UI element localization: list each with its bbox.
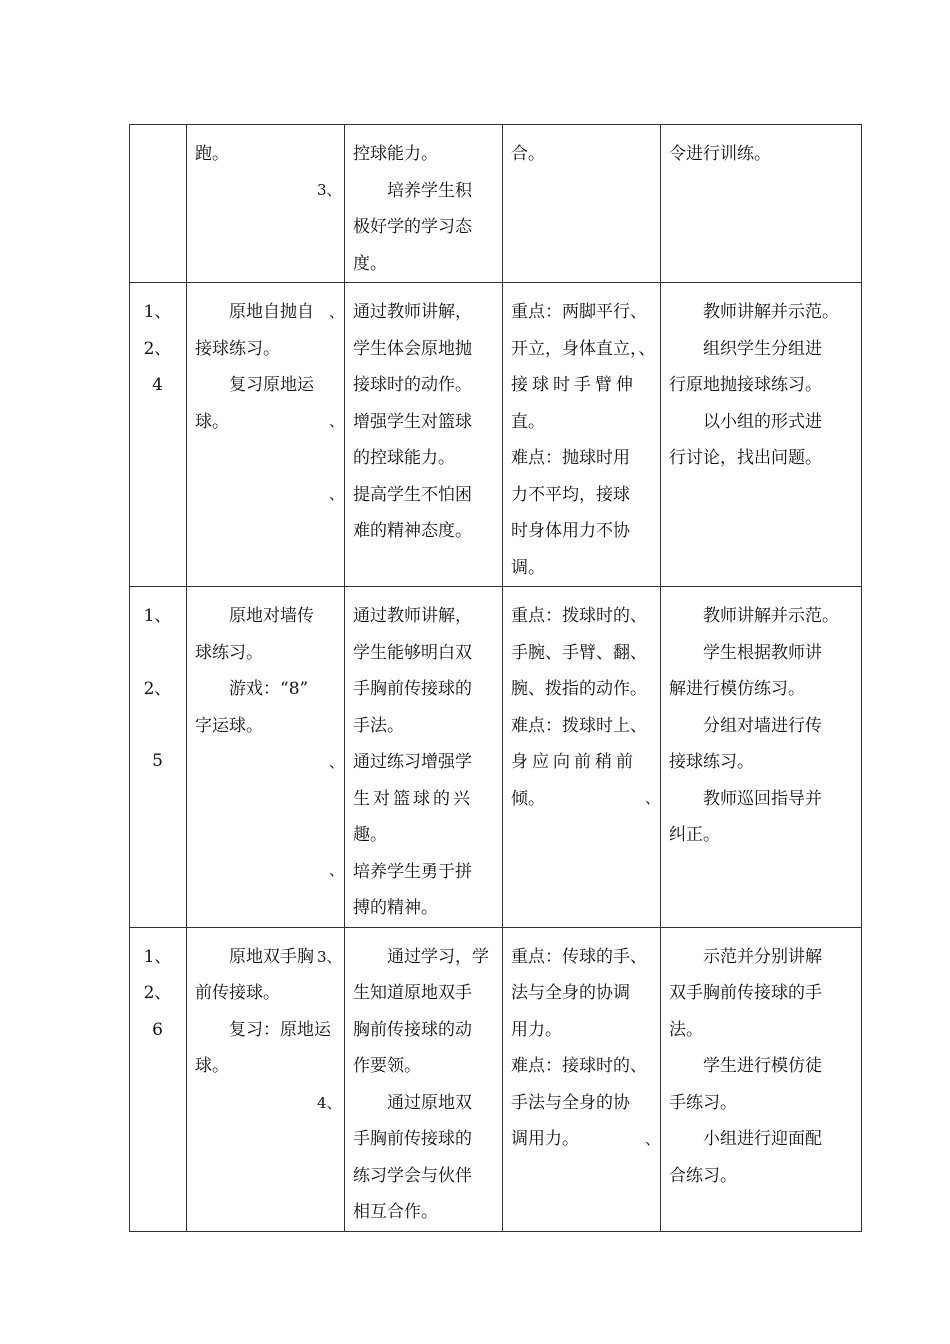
content-line: 原地对墙传 [229,606,314,626]
goal-line: 胸前传接球的动 [353,1019,472,1040]
goal-line: 通过教师讲解， [353,302,472,322]
method-line: 法。 [669,1019,703,1040]
key-points-cell [503,283,661,587]
week-line: 1、 [143,946,172,967]
content-cell [187,587,345,928]
table-row [130,125,862,283]
method-line: 小组进行迎面配 [703,1129,822,1149]
goal-line: 极好学的学习态 [353,217,472,237]
key-point-line: 力不平均，接球 [511,484,630,505]
method-line: 分组对墙进行传 [703,715,822,736]
goal-line: 生知道原地双手 [353,983,472,1003]
week-line: 1、 [143,302,172,322]
content-line: 原地双手胸 [229,946,314,967]
goal-line: 练习学会与伙伴 [353,1165,472,1186]
content-line: 游戏：“8” [229,679,309,699]
method-line: 组织学生分组进 [703,338,822,359]
content-cell [187,125,345,283]
week-line: 2、 [143,338,172,359]
key-point-line: 腕、拨指的动作。 [511,679,647,699]
table-row [130,283,862,587]
method-line: 双手胸前传接球的手 [669,983,822,1003]
week-line: 5 [152,751,163,771]
week-cell [130,125,187,283]
key-point-line: 调。 [511,557,545,578]
key-point-line: 法与全身的协调 [511,983,630,1003]
list-number: 、 [329,412,345,430]
method-line: 以小组的形式进 [703,411,822,432]
key-point-line: 难点：抛球时用 [511,448,630,468]
week-line: 6 [152,1019,163,1040]
goals-cell [345,283,503,587]
list-number: 、 [645,789,661,807]
content-cell [187,283,345,587]
goal-line: 搏的精神。 [353,898,438,918]
goals-cell [345,587,503,928]
key-point-line: 手腕、手臂、翻、 [511,642,647,663]
goal-line: 难的精神态度。 [353,521,472,541]
goal-line: 手胸前传接球的 [353,679,472,699]
key-point-line: 时身体用力不协 [511,521,630,541]
goal-line: 增强学生对篮球 [353,411,472,432]
key-point-line: 调用力。 [511,1129,579,1149]
week-line: 4 [152,375,163,395]
list-number: 、 [329,753,345,771]
table-row [130,927,862,1231]
week-cell [130,283,187,587]
goal-line: 控球能力。 [353,144,438,164]
method-line: 接球练习。 [669,752,754,772]
week-line: 1、 [143,606,172,626]
week-cell [130,587,187,928]
key-point-line: 重点：拨球时的、 [511,606,647,626]
key-point-line: 难点：接球时的、 [511,1056,647,1076]
list-number: 、 [329,303,345,321]
method-line: 纠正。 [669,825,720,845]
key-point-line: 手法与全身的协 [511,1092,630,1113]
content-line: 接球练习。 [195,338,280,359]
content-line: 球练习。 [195,642,263,663]
content-line: 字运球。 [195,715,263,736]
lesson-plan-table [129,124,862,1232]
method-line: 解进行模仿练习。 [669,679,805,699]
table-row [130,587,862,928]
goal-line: 生对篮球的兴 [353,788,473,809]
key-point-line: 直。 [511,411,545,432]
goal-line: 学生能够明白双 [353,642,472,663]
method-line: 教师讲解并示范。 [703,606,839,626]
method-line: 行原地抛接球练习。 [669,375,822,395]
key-point-line: 身应向前稍前 [511,752,637,772]
content-line: 复习原地运 [229,375,314,395]
content-line: 球。 [195,1056,229,1076]
methods-cell [661,125,862,283]
list-number: 4、 [317,1093,342,1112]
list-number: 、 [645,1129,661,1148]
key-point-line: 开立，身体直立，、 [511,338,656,359]
list-number: 3、 [317,181,342,199]
key-point-line: 难点：拨球时上、 [511,715,647,736]
methods-cell [661,587,862,928]
content-cell [187,927,345,1231]
week-line: 2、 [143,678,172,699]
method-line: 行讨论，找出问题。 [669,448,822,468]
goal-line: 相互合作。 [353,1202,438,1222]
key-points-cell [503,587,661,928]
key-points-cell [503,125,661,283]
method-line: 教师讲解并示范。 [703,302,839,322]
method-line: 学生进行模仿徒 [703,1056,822,1076]
key-point-line: 用力。 [511,1019,562,1040]
week-line: 2、 [143,983,172,1003]
goal-line: 通过练习增强学 [353,752,472,772]
list-number: 、 [329,485,345,503]
content-line: 球。 [195,411,229,432]
key-points-cell [503,927,661,1231]
goal-line: 通过学习，学 [387,946,489,967]
goal-line: 培养学生勇于拼 [353,861,472,882]
goal-line: 通过原地双 [387,1092,472,1113]
goal-line: 培养学生积 [387,180,472,201]
goal-line: 度。 [353,253,387,274]
list-number: 3、 [317,947,342,966]
key-point-line: 合。 [511,144,545,164]
goal-line: 手胸前传接球的 [353,1129,472,1149]
goal-line: 的控球能力。 [353,448,455,468]
goal-line: 趣。 [353,825,387,845]
key-point-line: 接球时手臂伸 [511,375,637,395]
method-line: 合练习。 [669,1165,737,1186]
method-line: 令进行训练。 [669,144,771,164]
key-point-line: 重点：两脚平行、 [511,302,647,322]
method-line: 学生根据教师讲 [703,642,822,663]
method-line: 示范并分别讲解 [703,946,822,967]
key-point-line: 倾。 [511,788,545,809]
content-line: 原地自抛自 [229,302,314,322]
goal-line: 接球时的动作。 [353,375,472,395]
content-line: 跑。 [195,144,229,164]
goals-cell [345,125,503,283]
method-line: 教师巡回指导并 [703,788,822,809]
methods-cell [661,927,862,1231]
week-cell [130,927,187,1231]
key-point-line: 重点：传球的手、 [511,946,647,967]
list-number: 、 [329,861,345,879]
content-line: 前传接球。 [195,983,280,1003]
goal-line: 提高学生不怕困 [353,484,472,505]
methods-cell [661,283,862,587]
goal-line: 通过教师讲解， [353,606,472,626]
method-line: 手练习。 [669,1092,737,1113]
goal-line: 学生体会原地抛 [353,338,472,359]
goal-line: 手法。 [353,715,404,736]
content-line: 复习：原地运 [229,1019,331,1040]
goal-line: 作要领。 [353,1056,421,1076]
goals-cell [345,927,503,1231]
